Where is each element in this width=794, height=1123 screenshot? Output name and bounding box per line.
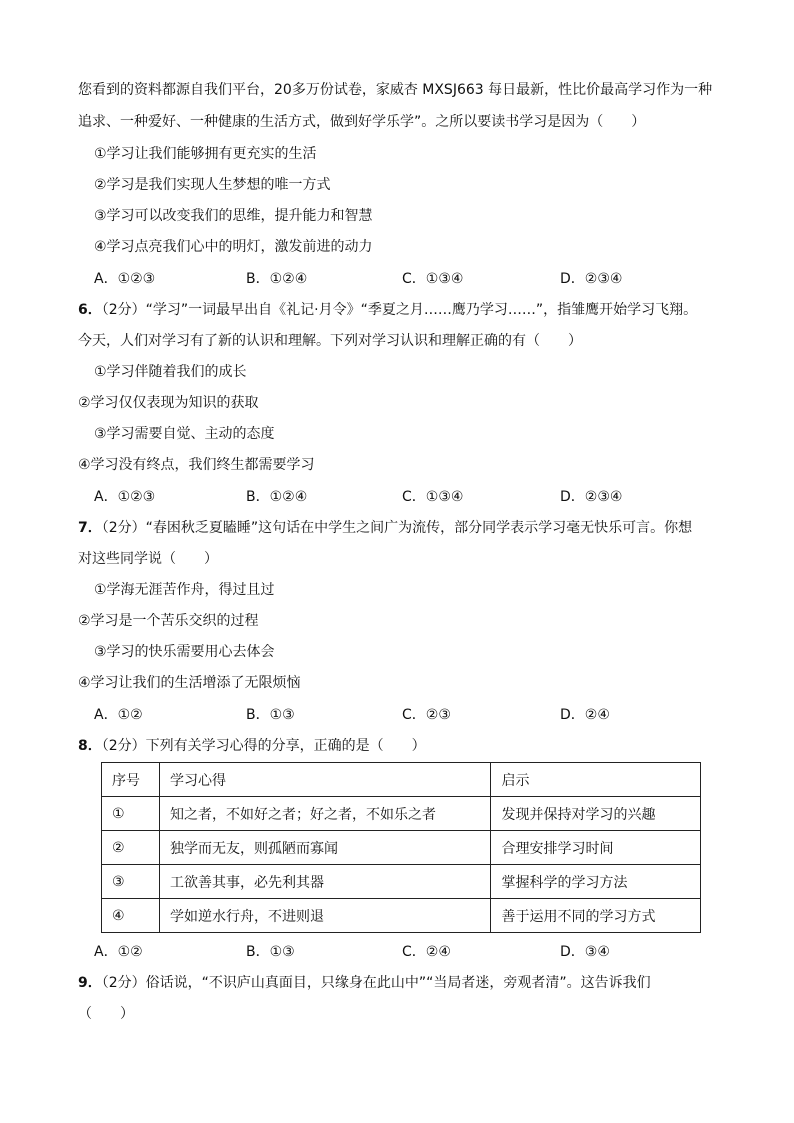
table-header-cell: 学习心得 (159, 763, 491, 797)
q9-stem-line-2: （ ） (78, 1006, 134, 1022)
q7-choices (94, 705, 714, 725)
table-cell: 学如逆水行舟，不进则退 (159, 899, 491, 933)
table-cell: 善于运用不同的学习方式 (491, 899, 701, 933)
table-cell: 合理安排学习时间 (491, 831, 701, 865)
learning-notes-table (101, 762, 701, 933)
choice-d[interactable]: D．③④ (560, 944, 610, 960)
q8-number: 8． (78, 738, 102, 754)
choice-b[interactable]: B．①②④ (246, 271, 308, 287)
q6-option-2: ②学习仅仅表现为知识的获取 (78, 395, 259, 411)
table-cell: ④ (102, 899, 160, 933)
table-row (102, 899, 701, 933)
choice-a[interactable]: A．①② (94, 707, 143, 723)
q7-stem-text: （2分）“春困秋乏夏瞌睡”这句话在中学生之间广为流传，部分同学表示学习毫无快乐可言。你想 (101, 520, 693, 536)
choice-c[interactable]: C．②④ (402, 944, 451, 960)
choice-d[interactable]: D．②③④ (560, 489, 623, 505)
q7-option-1: ①学海无涯苦作舟，得过且过 (94, 582, 275, 598)
intro-option-3: ③学习可以改变我们的思维，提升能力和智慧 (94, 208, 373, 224)
table-row (102, 797, 701, 831)
q6-stem-line-1 (78, 300, 697, 320)
intro-option-2: ②学习是我们实现人生梦想的唯一方式 (94, 177, 331, 193)
intro-line-2: 追求、一种爱好、一种健康的生活方式，做到好学乐学”。之所以要读书学习是因为（ ） (78, 114, 646, 130)
q6-number: 6． (78, 302, 102, 318)
intro-choices (94, 269, 714, 289)
choice-d[interactable]: D．②④ (560, 707, 610, 723)
intro-option-4: ④学习点亮我们心中的明灯，激发前进的动力 (94, 239, 373, 255)
table-cell: ③ (102, 865, 160, 899)
q7-stem-line-2: 对这些同学说（ ） (78, 551, 218, 567)
q6-option-4: ④学习没有终点，我们终生都需要学习 (78, 457, 315, 473)
q7-option-4: ④学习让我们的生活增添了无限烦恼 (78, 675, 301, 691)
table-header-row (102, 763, 701, 797)
choice-a[interactable]: A．①②③ (94, 271, 156, 287)
choice-c[interactable]: C．①③④ (402, 271, 464, 287)
table-cell: 工欲善其事，必先利其器 (159, 865, 491, 899)
q7-number: 7． (78, 520, 102, 536)
choice-c[interactable]: C．①③④ (402, 489, 464, 505)
q7-option-2: ②学习是一个苦乐交织的过程 (78, 613, 259, 629)
table-header-cell: 启示 (491, 763, 701, 797)
table-row (102, 865, 701, 899)
choice-c[interactable]: C．②③ (402, 707, 451, 723)
choice-a[interactable]: A．①② (94, 944, 143, 960)
q7-option-3: ③学习的快乐需要用心去体会 (94, 644, 275, 660)
table-cell: ① (102, 797, 160, 831)
table-header-cell: 序号 (102, 763, 160, 797)
choice-d[interactable]: D．②③④ (560, 271, 623, 287)
table-cell: 知之者，不如好之者；好之者，不如乐之者 (159, 797, 491, 831)
q9-stem-text: （2分）俗话说，“不识庐山真面目，只缘身在此山中”“当局者迷，旁观者清”。这告诉我们 (101, 975, 651, 991)
intro-line-1: 您看到的资料都源自我们平台，20多万份试卷，家威杏 MXSJ663 每日最新，性比价最高学习作为一种 (78, 82, 713, 98)
q8-stem-line-1 (78, 736, 426, 756)
choice-a[interactable]: A．①②③ (94, 489, 156, 505)
q9-stem-line-1 (78, 973, 651, 993)
choice-b[interactable]: B．①②④ (246, 489, 308, 505)
q8-choices (94, 942, 714, 962)
q6-choices (94, 487, 714, 507)
table-cell: ② (102, 831, 160, 865)
q6-option-3: ③学习需要自觉、主动的态度 (94, 426, 275, 442)
q6-stem-line-2: 今天，人们对学习有了新的认识和理解。下列对学习认识和理解正确的有（ ） (78, 333, 582, 349)
table-row (102, 831, 701, 865)
q9-number: 9． (78, 975, 102, 991)
q7-stem-line-1 (78, 518, 692, 538)
table-cell: 发现并保持对学习的兴趣 (491, 797, 701, 831)
intro-option-1: ①学习让我们能够拥有更充实的生活 (94, 146, 317, 162)
q8-stem-text: （2分）下列有关学习心得的分享，正确的是（ ） (101, 738, 426, 754)
table-cell: 独学而无友，则孤陋而寡闻 (159, 831, 491, 865)
table-cell: 掌握科学的学习方法 (491, 865, 701, 899)
choice-b[interactable]: B．①③ (246, 944, 295, 960)
q6-option-1: ①学习伴随着我们的成长 (94, 364, 247, 380)
q6-stem-text: （2分）“学习”一词最早出自《礼记·月令》“季夏之月……鹰乃学习……”，指雏鹰开始学习飞翔。 (101, 302, 698, 318)
choice-b[interactable]: B．①③ (246, 707, 295, 723)
